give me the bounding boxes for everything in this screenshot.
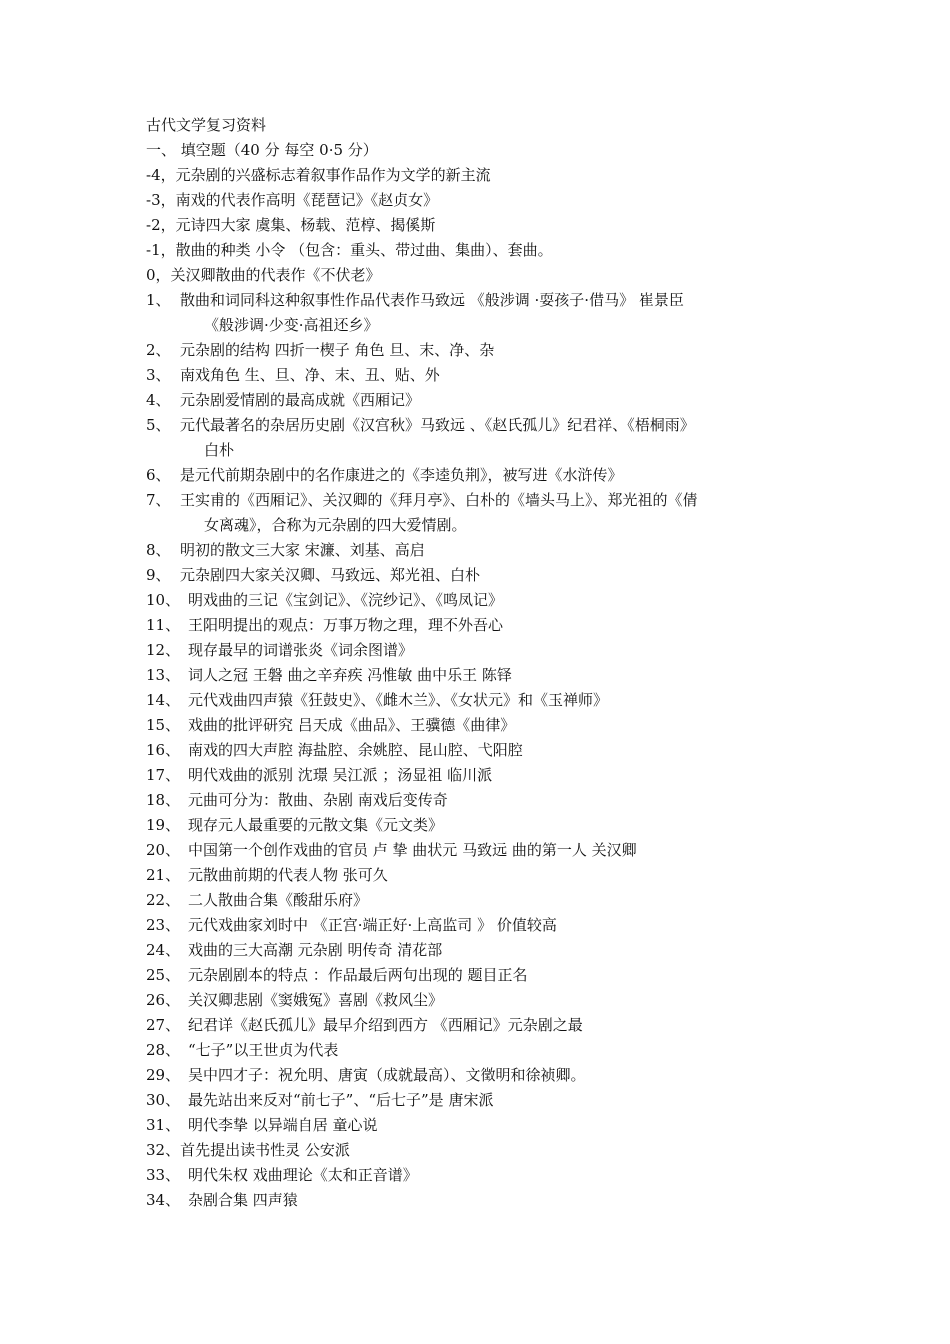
item-number: 3、	[146, 366, 171, 384]
list-item	[146, 688, 826, 713]
list-item	[146, 1013, 826, 1038]
item-text: 关汉卿散曲的代表作《不伏老》	[170, 266, 381, 284]
item-number: 33、	[146, 1166, 181, 1184]
item-number: 2、	[146, 341, 171, 359]
list-item	[146, 788, 826, 813]
list-item	[146, 463, 826, 488]
list-item	[146, 488, 826, 513]
item-number: 24、	[146, 941, 181, 959]
item-text: 元诗四大家 虞集、杨载、范椁、揭傒斯	[175, 216, 436, 234]
item-number: 0，	[146, 266, 171, 284]
item-text: 南戏的四大声腔 海盐腔、余姚腔、昆山腔、弋阳腔	[188, 741, 523, 759]
item-continuation: 《般涉调·少变·高祖还乡》	[204, 316, 379, 334]
item-number: 5、	[146, 416, 171, 434]
list-item	[146, 1088, 826, 1113]
list-item	[146, 663, 826, 688]
item-text: 元代戏曲家刘时中 《正宫·端正好·上高监司 》 价值较高	[188, 916, 557, 934]
document-body	[146, 113, 826, 1213]
section-heading: 一、 填空题（40 分 每空 0·5 分）	[146, 141, 378, 159]
list-item	[146, 1163, 826, 1188]
list-item	[146, 413, 826, 438]
item-text: 元杂剧的兴盛标志着叙事作品作为文学的新主流	[175, 166, 491, 184]
item-number: 10、	[146, 591, 181, 609]
item-text: 最先站出来反对“前七子”、“后七子”是 唐宋派	[188, 1091, 494, 1109]
item-number: 14、	[146, 691, 181, 709]
item-number: 21、	[146, 866, 181, 884]
item-continuation: 女离魂》，合称为元杂剧的四大爱情剧。	[204, 516, 467, 534]
item-text: 元代最著名的杂居历史剧《汉宫秋》马致远 、《赵氏孤儿》纪君祥、《梧桐雨》	[180, 416, 695, 434]
list-item	[146, 238, 826, 263]
list-item	[146, 388, 826, 413]
item-number: 30、	[146, 1091, 181, 1109]
item-number: 22、	[146, 891, 181, 909]
item-text: 现存元人最重要的元散文集《元文类》	[188, 816, 444, 834]
item-number: 4、	[146, 391, 171, 409]
item-text: 散曲的种类 小令 （包含：重头、带过曲、集曲）、套曲。	[175, 241, 553, 259]
item-text: 现存最早的词谱张炎《词余图谱》	[188, 641, 414, 659]
item-text: 明代戏曲的派别 沈璟 吴江派 ；汤显祖 临川派	[188, 766, 493, 784]
item-text: 王阳明提出的观点：万事万物之理，理不外吾心	[188, 616, 504, 634]
document-title: 古代文学复习资料	[146, 116, 267, 134]
list-item	[146, 888, 826, 913]
list-item	[146, 763, 826, 788]
item-number: -1，	[146, 241, 176, 259]
list-item	[146, 988, 826, 1013]
item-text: 中国第一个创作戏曲的官员 卢 挚 曲状元 马致远 曲的第一人 关汉卿	[188, 841, 637, 859]
list-item	[146, 263, 826, 288]
item-number: 15、	[146, 716, 181, 734]
item-list	[146, 163, 826, 1213]
item-number: 9、	[146, 566, 171, 584]
item-text: 词人之冠 王磐 曲之辛弃疾 冯惟敏 曲中乐王 陈铎	[188, 666, 512, 684]
list-item	[146, 838, 826, 863]
item-text: 首先提出读书性灵 公安派	[180, 1141, 350, 1159]
list-item	[146, 1138, 826, 1163]
item-text: 杂剧合集 四声猿	[188, 1191, 298, 1209]
item-text: 王实甫的《西厢记》、关汉卿的《拜月亭》、白朴的《墙头马上》、郑光祖的《倩	[180, 491, 698, 509]
list-item	[146, 588, 826, 613]
item-number: 28、	[146, 1041, 181, 1059]
item-text: 元曲可分为：散曲、杂剧 南戏后变传奇	[188, 791, 448, 809]
item-number: 6、	[146, 466, 171, 484]
list-item	[146, 1063, 826, 1088]
item-number: 23、	[146, 916, 181, 934]
item-text: 明代朱权 戏曲理论《太和正音谱》	[188, 1166, 418, 1184]
item-text: 纪君详《赵氏孤儿》最早介绍到西方 《西厢记》元杂剧之最	[188, 1016, 583, 1034]
item-number: -2，	[146, 216, 176, 234]
item-number: 17、	[146, 766, 181, 784]
item-text: 元杂剧剧本的特点 ：作品最后两句出现的 题目正名	[188, 966, 528, 984]
item-number: 16、	[146, 741, 181, 759]
list-item	[146, 163, 826, 188]
item-number: 12、	[146, 641, 181, 659]
list-item	[146, 563, 826, 588]
item-text: 南戏角色 生、旦、净、末、丑、贴、外	[180, 366, 440, 384]
item-number: 18、	[146, 791, 181, 809]
item-text: 明初的散文三大家 宋濂、刘基、高启	[180, 541, 425, 559]
list-item	[146, 863, 826, 888]
item-text: 明戏曲的三记《宝剑记》、《浣纱记》、《鸣凤记》	[188, 591, 504, 609]
item-number: 1、	[146, 291, 171, 309]
list-item	[146, 1113, 826, 1138]
list-item	[146, 1188, 826, 1213]
list-item	[146, 738, 826, 763]
item-number: 25、	[146, 966, 181, 984]
item-number: 31、	[146, 1116, 181, 1134]
item-text: 关汉卿悲剧《窦娥冤》喜剧《救风尘》	[188, 991, 444, 1009]
list-item	[146, 713, 826, 738]
item-number: 19、	[146, 816, 181, 834]
list-item	[146, 963, 826, 988]
list-item	[146, 613, 826, 638]
item-continuation: 白朴	[204, 441, 235, 459]
item-number: 20、	[146, 841, 181, 859]
list-item	[146, 288, 826, 313]
item-text: 明代李挚 以异端自居 童心说	[188, 1116, 378, 1134]
item-number: 11、	[146, 616, 181, 634]
item-text: 元代戏曲四声猿《狂鼓史》、《雌木兰》、《女状元》和《玉禅师》	[188, 691, 609, 709]
item-text: 二人散曲合集《酸甜乐府》	[188, 891, 369, 909]
item-number: 34、	[146, 1191, 181, 1209]
item-text: 元杂剧四大家关汉卿、马致远、郑光祖、白朴	[180, 566, 481, 584]
list-item	[146, 538, 826, 563]
item-number: 8、	[146, 541, 171, 559]
list-item	[146, 638, 826, 663]
list-item	[146, 813, 826, 838]
list-item	[146, 213, 826, 238]
item-text: 是元代前期杂剧中的名作康进之的《李逵负荆》，被写进《水浒传》	[180, 466, 623, 484]
item-text: 元散曲前期的代表人物 张可久	[188, 866, 388, 884]
item-text: 元杂剧爱情剧的最高成就《西厢记》	[180, 391, 421, 409]
item-number: 29、	[146, 1066, 181, 1084]
item-text: 吴中四才子：祝允明、唐寅（成就最高）、文徵明和徐祯卿。	[188, 1066, 586, 1084]
list-item	[146, 1038, 826, 1063]
item-text: 戏曲的批评研究 吕天成《曲品》、王骥德《曲律》	[188, 716, 516, 734]
list-item	[146, 363, 826, 388]
list-item	[146, 338, 826, 363]
item-text: 散曲和词同科这种叙事性作品代表作马致远 《般涉调 ·耍孩子·借马》 崔景臣	[180, 291, 684, 309]
item-number: 32、	[146, 1141, 181, 1159]
list-item	[146, 913, 826, 938]
item-number: 27、	[146, 1016, 181, 1034]
item-text: 南戏的代表作高明《琵琶记》《赵贞女》	[175, 191, 439, 209]
item-text: 戏曲的三大高潮 元杂剧 明传奇 清花部	[188, 941, 443, 959]
list-item	[146, 938, 826, 963]
list-item	[146, 188, 826, 213]
item-number: 13、	[146, 666, 181, 684]
item-number: 26、	[146, 991, 181, 1009]
item-number: -3，	[146, 191, 176, 209]
item-text: 元杂剧的结构 四折一楔子 角色 旦、末、净、杂	[180, 341, 495, 359]
item-number: 7、	[146, 491, 171, 509]
item-text: “七子”以王世贞为代表	[188, 1041, 339, 1059]
item-number: -4，	[146, 166, 176, 184]
